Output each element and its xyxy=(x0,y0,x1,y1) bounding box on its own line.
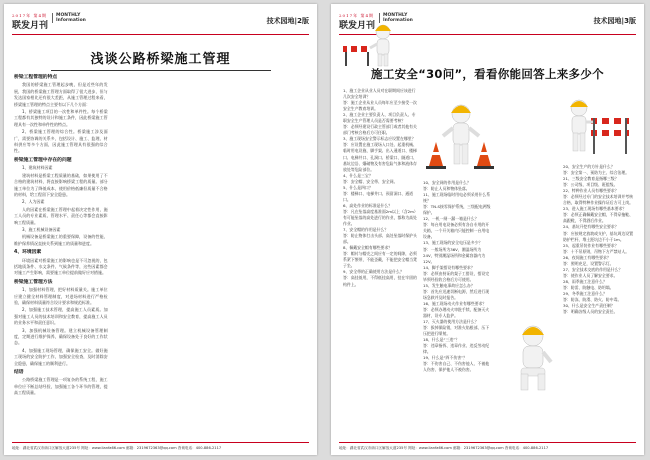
article-title: 施工安全“30问”，看看你能回答上来多少个 xyxy=(371,67,604,81)
worker-sitting-figure xyxy=(505,318,565,394)
answer-text: 答：防止人员和物体坠落。 xyxy=(423,186,470,192)
answer-text: 答：防冻、防滑、防火、防中毒。 xyxy=(563,297,622,303)
question-text: 18、什么是“三违”？ xyxy=(423,337,460,343)
section-heading: 4、环境因素 xyxy=(14,250,42,256)
answer-text: 答：明确各级人员的安全责任。 xyxy=(563,309,618,315)
page-label: 技术园地|3版 xyxy=(593,17,636,25)
answer-text: 答：帽衬与帽壳之间应有一定的间隙，必须系紧下颚带，不能歪戴，不能把安全帽当凳子坐。 xyxy=(343,251,417,269)
question-text: 27、安全技术交底的作用是什么？ xyxy=(563,266,623,272)
section-heading: 桥梁工程管理的特点 xyxy=(14,75,58,80)
question-text: 4、什么是三宝？ xyxy=(343,172,373,178)
page-footer: 地址：湖北省武汉市硚口区解放大道235号 网址：www.lianfa66.com 邮箱：2319672363@qq.com 咨询电话：400-886-2117 xyxy=(339,442,636,453)
question-text: 25、起重吊装作业有哪些要求？ xyxy=(563,242,619,248)
issue-tag: 2017年 第4期 xyxy=(12,13,47,18)
answer-text: 答：高挂低用，不得低挂高用，挂在牢固的构件上。 xyxy=(343,275,417,287)
answer-text: 答：应设置在施工现场入口处、起重机械、临时用电设施、脚手架、出入通道口、楼梯口、电梯井口、孔洞口、桥梁口、隧道口、基坑边沿、爆破物及有害危险气体和液体存放处等危险部位。 xyxy=(343,142,417,172)
question-text: 15、发生触电事故应怎么办？ xyxy=(423,282,475,288)
answer-text: 答：必须办理动火审批手续，配备灭火器材，设专人监护。 xyxy=(423,306,490,319)
answer-text: 答：首先应迅速切断电源，然后进行现场急救并及时报告。 xyxy=(423,288,490,300)
answer-text: 答：十不吊原则，吊物下方严禁站人。 xyxy=(563,248,630,254)
right-page xyxy=(331,4,644,455)
question-text: 7、安全帽的作用是什么？ xyxy=(343,227,389,233)
answer-text: 答：不伤害自己、不伤害他人、不被他人伤害、保护他人不被伤害。 xyxy=(423,361,490,373)
answer-text: 答：公司级、项目级、班组级。 xyxy=(563,182,618,188)
paragraph: 环境因素对桥梁施工的影响也是不可忽视的，包括地质条件、水文条件、气候条件等，这些因素都会对施工产生影响，需要施工单位提前做好应对措施。 xyxy=(14,257,108,276)
answer-text: 答：必须正确佩戴安全帽，不得穿拖鞋、高跟鞋，不得酒后作业。 xyxy=(563,212,634,224)
answer-text: 答：TN-S接零保护系统，三级配电两级保护。 xyxy=(423,204,491,216)
answer-text: 答：安全帽、安全带、安全网。 xyxy=(343,178,398,184)
magazine-name: 联发月刊 xyxy=(12,21,49,31)
page-label: 技术园地|2版 xyxy=(266,17,309,25)
worker-with-barrier-figure xyxy=(339,16,401,68)
left-page xyxy=(4,4,317,455)
question-text: 30、什么是安全生产责任制？ xyxy=(563,303,615,309)
paragraph: 1、桥梁施工项目的一次性和单件性。每个桥梁工程都有其独特的设计和施工条件，因此桥梁施工管理具有一次性和单件性的特点。 xyxy=(14,109,108,127)
logo-en-line-2: Information xyxy=(56,18,86,23)
question-text: 16、施工现场动火作业有哪些要求？ xyxy=(423,300,487,306)
qa-column-3 xyxy=(563,164,635,432)
answer-text: 答：违章指挥、违章作业、违反劳动纪律。 xyxy=(423,343,490,355)
paragraph: 机械设备是桥梁施工的重要保障，设备的性能、维护保养情况直接关系到施工的质量和进度。 xyxy=(14,234,108,246)
article-title: 浅谈公路桥梁施工管理 xyxy=(4,48,317,71)
paragraph: 1、建筑材料因素 xyxy=(22,165,53,171)
paragraph: 公路桥梁施工管理是一项复杂的系统工程，施工单位应不断总结经验，加强施工各个环节的管理，提高工程质量。 xyxy=(14,377,108,396)
paragraph: 4、加强施工现场管理，确保施工安全。做好施工现场的安全防护工作，加强安全检查，及时消除安全隐患，确保施工的顺利进行。 xyxy=(14,347,108,366)
issue-tag: 2017年 第4期 xyxy=(339,13,374,18)
question-text: 1、施工企业从业人员对在职期间应该进行几次安全培训？ xyxy=(343,88,416,100)
answer-text: 答：必须经过专门的安全技术培训并考核合格，取得特种作业操作证后方可上岗。 xyxy=(563,194,634,206)
answer-text: 答：楼梯口、电梯井口、预留洞口、通道口。 xyxy=(343,190,414,202)
paragraph: 3、施工机械设备因素 xyxy=(22,226,61,232)
paragraph: 建筑材料是桥梁工程质量的基础，如果使用了不合格的建筑材料，将直接影响桥梁工程的质量。部分施工单位为了降低成本，使用价格低廉但质量不合格的材料，给工程留下安全隐患。 xyxy=(14,172,108,197)
worker-with-barricade-figure xyxy=(559,96,635,160)
question-text: 22、特种作业人员有哪些要求？ xyxy=(563,188,619,194)
answer-text: 答：应按规定放坡或支护，基坑周边设置防护栏杆，堆土距坑边不小于1m。 xyxy=(563,230,634,242)
question-text: 24、基坑开挖有哪些安全要求？ xyxy=(563,224,619,230)
question-text: 23、进入施工现场有哪些基本要求？ xyxy=(563,206,627,212)
section-heading: 桥梁施工管理中存在的问题 xyxy=(14,157,72,163)
question-text: 21、三级安全教育是指哪三级？ xyxy=(563,176,619,182)
qa-column-2 xyxy=(423,180,491,432)
question-text: 9、安全带的正确使用方法是什么？ xyxy=(343,269,404,275)
question-text: 8、佩戴安全帽有哪些要求？ xyxy=(343,245,393,251)
question-text: 14、脚手架搭设有哪些要求？ xyxy=(423,264,475,270)
answer-text: 答：一般场所为36V，潮湿场所为24V，特别潮湿场所和金属容器内为12V。 xyxy=(423,246,486,264)
paragraph: 2、人为因素 xyxy=(22,199,45,205)
paragraph: 2、加强施工技术管理，提高施工人员素质。加强对施工人员的技术培训和安全教育，提高施工人员的业务水平和责任意识。 xyxy=(14,307,108,326)
question-text: 11、施工现场临时用电必须采用什么系统？ xyxy=(423,192,491,204)
question-text: 3、施工现场安全警示标志应设置在哪里？ xyxy=(343,136,416,142)
question-text: 29、冬季施工注意什么？ xyxy=(563,290,607,296)
qa-column-1 xyxy=(343,88,417,432)
question-text: 26、夜间施工有哪些要求？ xyxy=(563,254,611,260)
paragraph: 2、桥梁施工管理的综合性。桥梁施工涉及面广，需要协调的关系多，包括设计、施工、监理、材料供应等多个方面，因此施工管理具有很强的综合性。 xyxy=(14,129,108,154)
question-text: 28、雨季施工注意什么？ xyxy=(563,278,607,284)
article-body xyxy=(14,72,307,439)
answer-text: 答：凡在坠落高度基准面2m以上（含2m）有可能坠落的高处进行的作业，都称为高处作业。 xyxy=(343,208,417,227)
question-text: 19、什么是“四不伤害”？ xyxy=(423,355,467,361)
question-text: 10、安全网的作用是什么？ xyxy=(423,180,471,185)
answer-text: 答：防止物体打击头部、高处坠落时保护头部。 xyxy=(343,233,417,245)
answer-text: 答：防雷、防触电、防坍塌。 xyxy=(563,284,614,290)
answer-text: 答：照明充足，设置警示灯。 xyxy=(563,260,614,266)
paragraph: 1、加强材料管理，把好材料质量关。施工单位应建立健全材料管理制度，对进场材料进行严格检验，确保材料质量符合设计要求和规范标准。 xyxy=(14,287,108,305)
section-heading: 结语 xyxy=(14,370,24,376)
worker-with-cones-figure xyxy=(421,90,499,172)
question-text: 13、施工现场的安全电压是多少？ xyxy=(423,240,483,246)
answer-text: 答：安全第一、预防为主、综合治理。 xyxy=(563,170,630,176)
page-header xyxy=(12,8,309,35)
answer-text: 答：拔掉保险销，对准火焰根部，压下压把进行喷射。 xyxy=(423,325,490,337)
answer-text: 答：每台用电设备必须有各自专用的开关箱，一个开关箱内只能控制一台用电设备。 xyxy=(423,222,490,240)
question-text: 17、灭火器的使用方法是什么？ xyxy=(423,319,479,325)
paragraph: 我国的桥梁施工管理起步晚，但是近些年的发展，我国的桥梁施工管理方面取得了很大进步，但与发达国家相比还有很大差距，从施工管理过程来看，桥梁施工管理的特点主要有以下几个方面： xyxy=(14,82,108,107)
logo-en-line-1: MONTHLY xyxy=(56,13,81,18)
magazine-english-name xyxy=(52,13,86,23)
logo-en-line-2: Information xyxy=(383,18,413,23)
question-text: 20、安全生产的方针是什么？ xyxy=(563,164,615,169)
page-footer: 地址：湖北省武汉市硚口区解放大道235号 网址：www.lianfa66.com 邮箱：2319672363@qq.com 咨询电话：400-886-2117 xyxy=(12,442,309,453)
paragraph: 人的因素在桥梁施工管理中起着决定性作用，施工人员的专业素质、管理水平、责任心等都会直接影响工程质量。 xyxy=(14,206,108,225)
paragraph: 3、加强机械设备管理。建立机械设备管理制度，定期进行维护保养，确保设备处于良好的工作状态。 xyxy=(14,327,108,346)
answer-text: 答：使作业人员了解安全要求。 xyxy=(563,272,618,278)
answer-text: 答：必须由持证的架子工搭设，搭设完毕须经验收合格后方可使用。 xyxy=(423,270,490,282)
question-text: 5、什么是四口？ xyxy=(343,184,373,190)
section-heading: 桥梁施工管理方法 xyxy=(14,279,53,285)
magazine-name: 联发月刊 xyxy=(339,21,376,31)
answer-text: 答：必须经建设行政主管部门或者其他有关部门考核合格后方可任职。 xyxy=(343,124,417,136)
question-text: 12、一机一闸一漏一箱是什么？ xyxy=(423,216,479,222)
question-text: 2、施工企业主要负责人、项目负责人、专职安全生产管理人员是否需要考核？ xyxy=(343,112,416,124)
question-text: 6、高处作业的标准是什么？ xyxy=(343,202,393,208)
answer-text: 答：施工企业从业人员每年应至少接受一次安全生产教育培训。 xyxy=(343,100,417,112)
magazine-logo xyxy=(12,11,48,31)
logo-en-line-1: MONTHLY xyxy=(383,13,408,18)
